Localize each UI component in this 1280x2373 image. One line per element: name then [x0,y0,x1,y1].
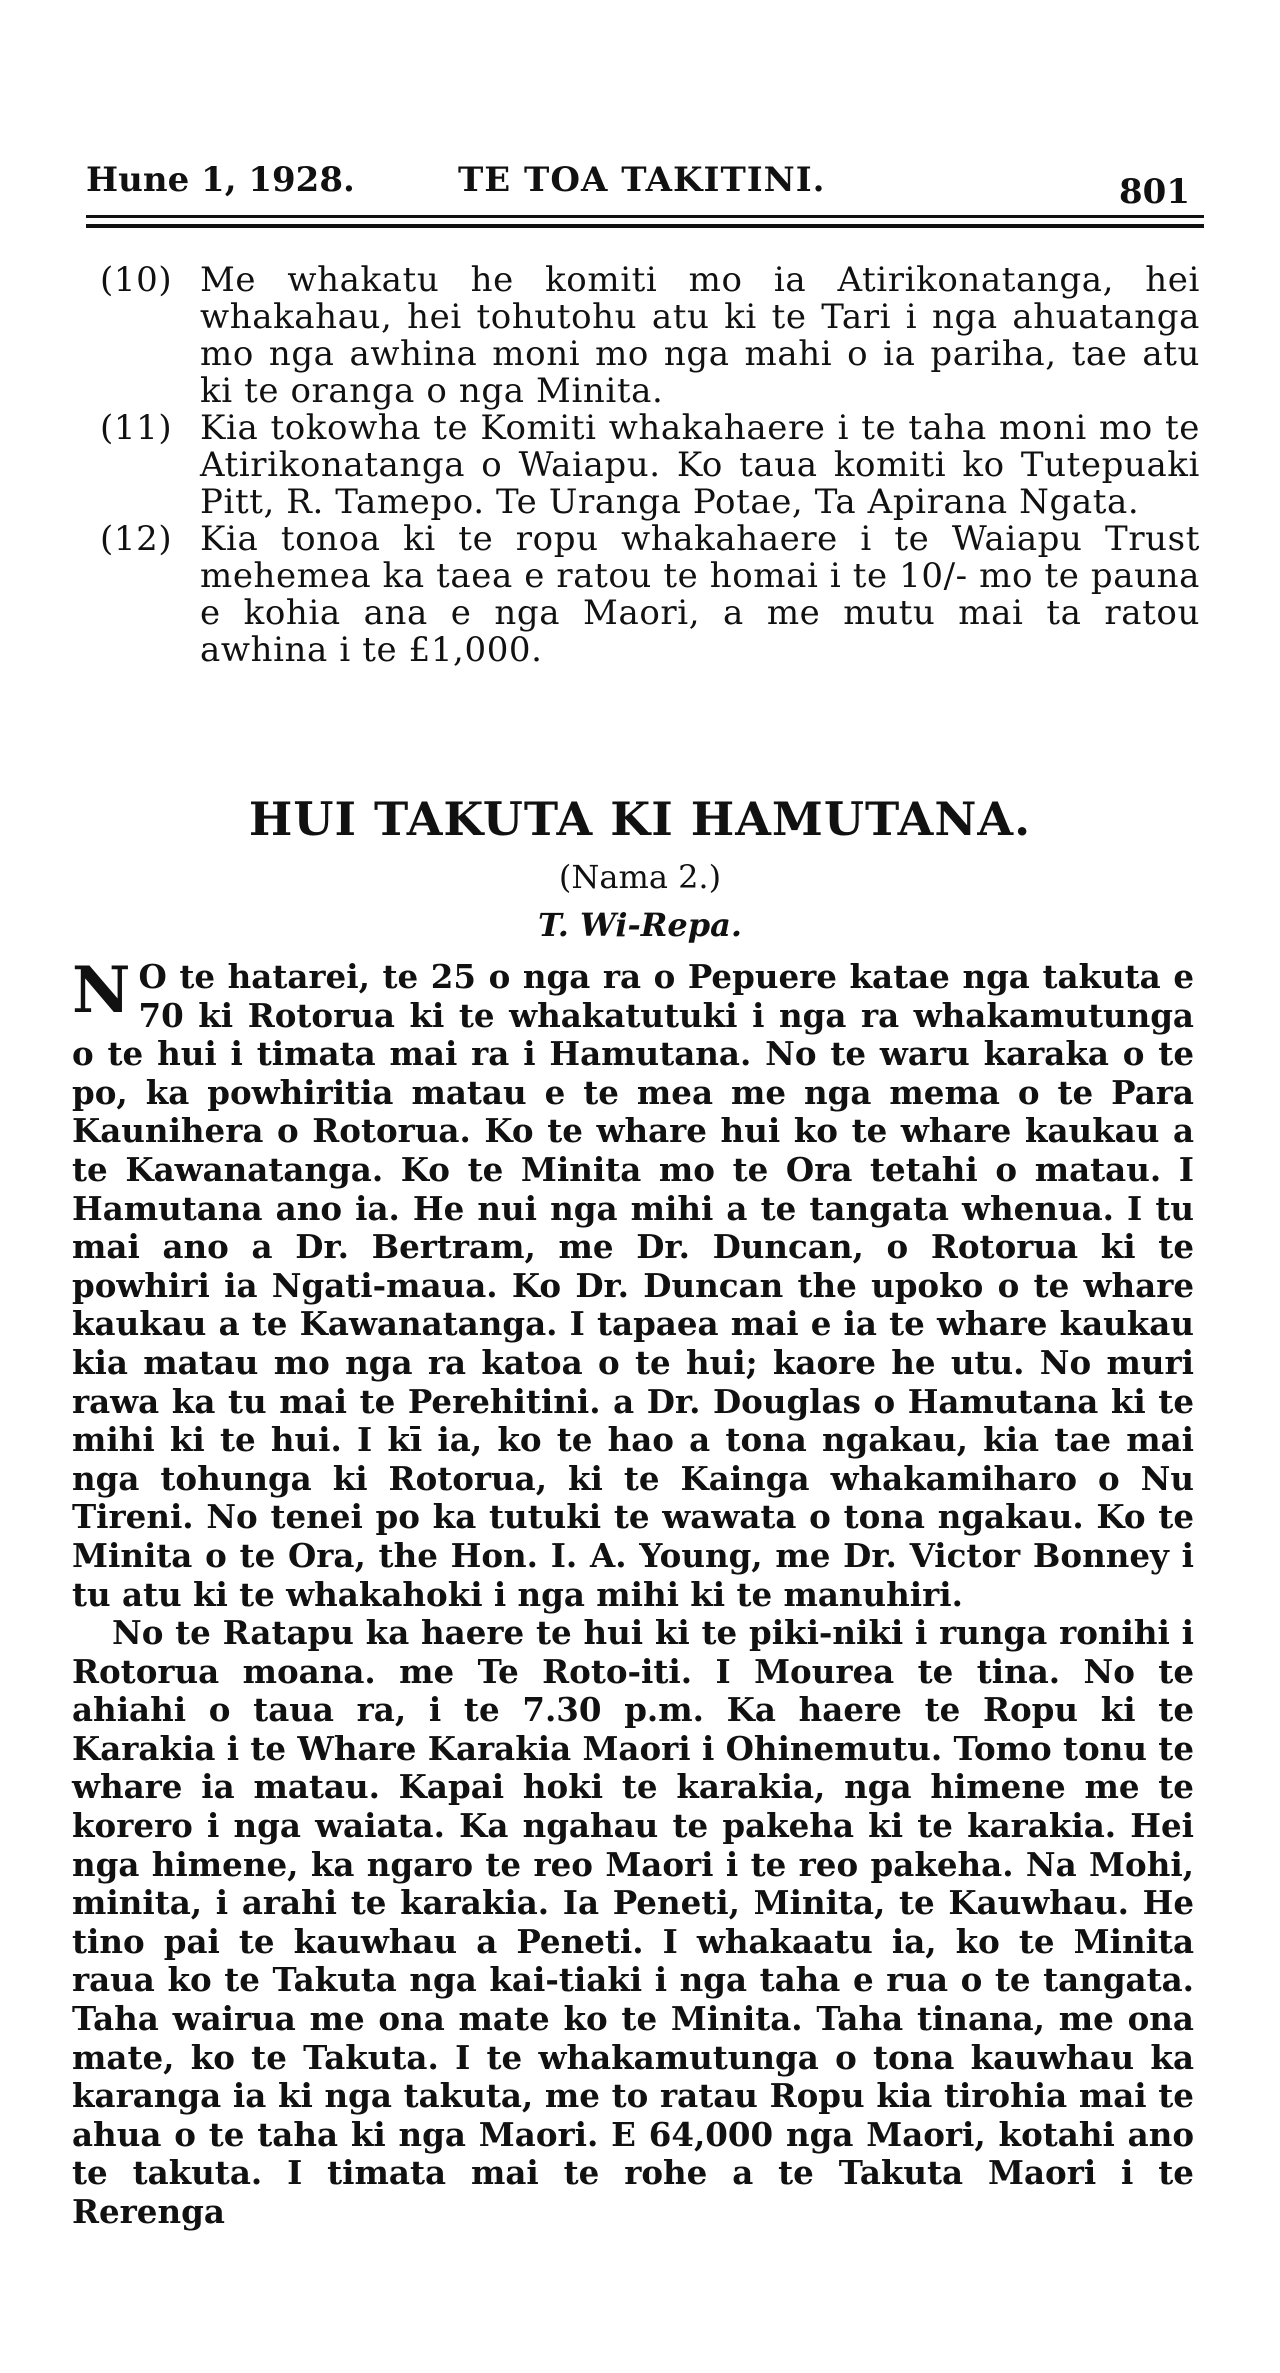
item-number: (11) [100,408,173,448]
header-publication-title: TE TOA TAKITINI. [458,160,826,200]
item-text: Me whakatu he komiti mo ia Atirikonatanga, hei whakahau, hei tohutohu atu ki te Tari i nga ahuatanga mo nga awhina moni mo nga mahi o ia pariha, tae atu ki te oranga o nga Minita. [200,260,1200,411]
article-paragraph: No te Ratapu ka haere te hui ki te piki-niki i runga ronihi i Rotorua moana. me Te Roto-iti. I Mourea te tina. No te ahiahi o taua ra, i te 7.30 p.m. Ka haere te Ropu ki te Karakia i te Whare Karakia Maori i Ohinemutu. Tomo tonu te whare ia matau. Kapai hoki te karakia, nga himene me te korero i nga waiata. Ka ngahau te pakeha ki te karakia. Hei nga himene, ka ngaro te reo Maori i te reo pakeha. Na Mohi, minita, i arahi te karakia. Ia Peneti, Minita, te Kauwhau. He tino pai te kauwhau a Peneti. I whakaatu ia, ko te Minita raua ko te Takuta nga kai-tiaki i nga taha e rua o te tangata. Taha wairua me ona mate ko te Minita. Taha tinana, me ona mate, ko te Takuta. I te whakamutunga o tona kauwhau ka karanga ia ki nga takuta, me to ratau Ropu kia tirohia mai te ahua o te taha ki nga Maori. E 64,000 nga Maori, kotahi ano te takuta. I timata mai te rohe a te Takuta Maori i te Rerenga [72,1613,1194,2231]
item-text: Kia tokowha te Komiti whakahaere i te taha moni mo te Atirikonatanga o Waiapu. Ko taua komiti ko Tutepuaki Pitt, R. Tamepo. Te Uranga Potae, Ta Apirana Ngata. [200,408,1200,522]
article-title: HUI TAKUTA KI HAMUTANA. [248,792,1032,846]
article-author: T. Wi-Repa. [538,906,742,944]
article-body [72,953,1194,2232]
article-subtitle: (Nama 2.) [558,858,722,896]
item-number: (10) [100,260,173,300]
item-text: Kia tonoa ki te ropu whakahaere i te Waiapu Trust mehemea ka taea e ratou te homai i te 10/- mo te pauna e kohia ana e nga Maori, a me mutu mai ta ratou awhina i te £1,000. [200,519,1200,670]
numbered-item [100,521,1200,669]
numbered-item [100,262,1200,410]
paragraph-text: O te hatarei, te 25 o nga ra o Pepuere katae nga takuta e 70 ki Rotorua ki te whakatutuki i nga ra whakamutunga o te hui i timata mai ra i Hamutana. No te waru karaka o te po, ka powhiritia matau e te mea me nga mema o te Para Kaunihera o Rotorua. Ko te whare hui ko te whare kaukau a te Kawanatanga. Ko te Minita mo te Ora tetahi o matau. I Hamutana ano ia. He nui nga mihi a te tangata whenua. I tu mai ano a Dr. Bertram, me Dr. Duncan, o Rotorua ki te powhiri ia Ngati-maua. Ko Dr. Duncan the upoko o te whare kaukau a te Kawanatanga. I tapaea mai e ia te whare kaukau kia matau mo nga ra katoa o te hui; kaore he utu. No muri rawa ka tu mai te Perehitini. a Dr. Douglas o Hamutana ki te mihi ki te hui. I kī ia, ko te hao a tona ngakau, kia tae mai nga tohunga ki Rotorua, ki te Kainga whakamiharo o Nu Tireni. No tenei po ka tutuki te wawata o tona ngakau. Ko te Minita o te Ora, the Hon. I. A. Young, me Dr. Victor Bonney i tu atu ki te whakahoki i nga mihi ki te manuhiri. [72,957,1194,1614]
header-rule-thick [86,224,1204,228]
drop-cap: N [72,953,131,1028]
numbered-item [100,410,1200,521]
item-number: (12) [100,519,173,559]
header-date: Hune 1, 1928. [86,160,355,200]
header-page-number: 801 [1119,172,1190,212]
article-paragraph [72,953,1194,1614]
header-rule-thin [86,215,1204,218]
page-header [86,150,1204,210]
numbered-resolutions-list [100,262,1200,669]
